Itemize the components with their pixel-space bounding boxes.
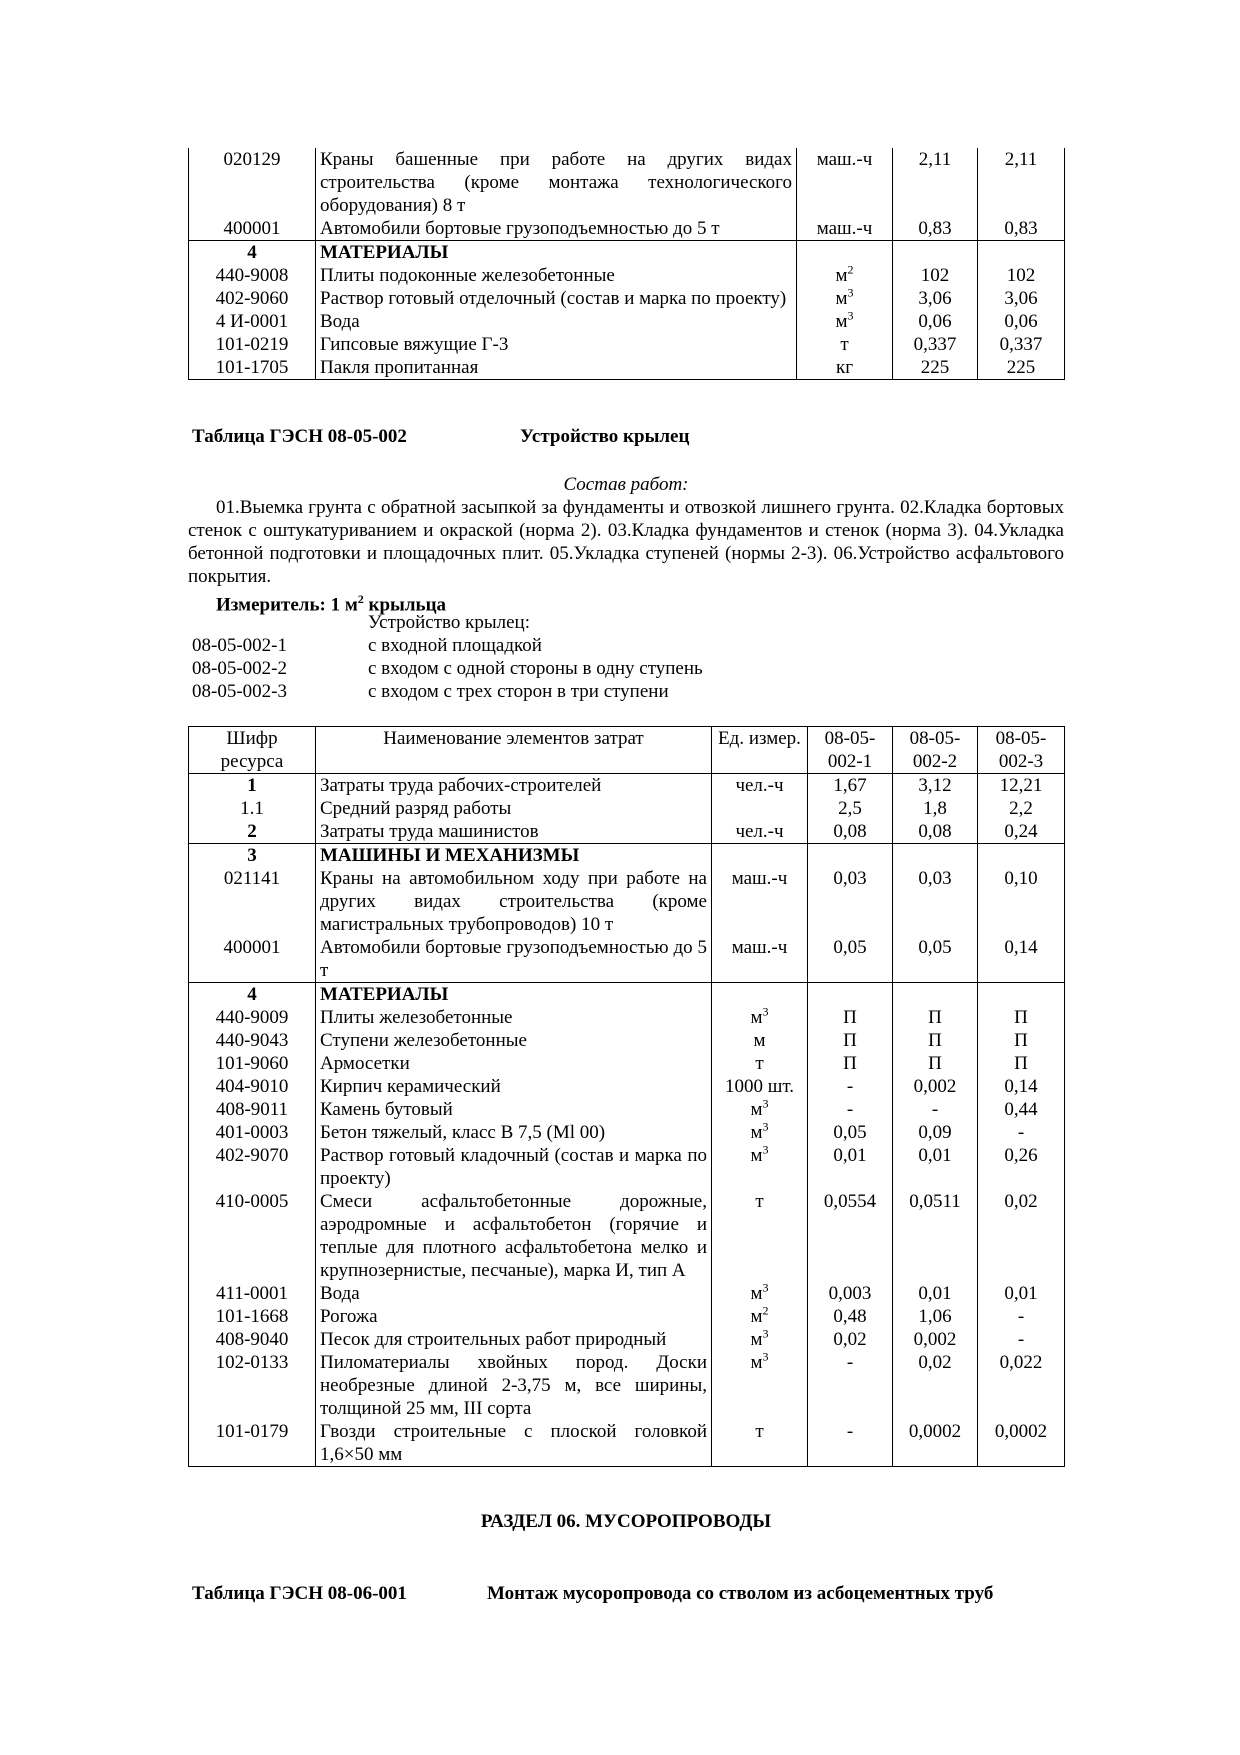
- work-composition-heading: Состав работ:: [563, 474, 689, 495]
- unit-exponent: 3: [847, 285, 854, 300]
- value-cell-2: 0,01: [893, 1144, 978, 1190]
- value-cell-1: 2,11: [893, 148, 978, 217]
- code-cell: 400001: [189, 217, 316, 241]
- value-cell-2: 3,12: [893, 774, 978, 798]
- value-cell-1: 0,05: [808, 936, 893, 983]
- unit-cell: маш.-ч: [712, 936, 808, 983]
- header-name: Наименование элементов затрат: [316, 727, 712, 774]
- unit-cell: [712, 1351, 808, 1420]
- name-cell: Камень бутовый: [316, 1098, 712, 1121]
- unit-base: м: [835, 311, 848, 332]
- name-cell: Автомобили бортовые грузоподъемностью до 5 т: [316, 936, 712, 983]
- unit-exponent: 3: [847, 308, 854, 323]
- value-cell-2: П: [893, 1006, 978, 1029]
- code-cell: 440-9009: [189, 1006, 316, 1029]
- code-cell: 101-0179: [189, 1420, 316, 1467]
- value-cell-1: 0,08: [808, 820, 893, 844]
- measure-sup: 2: [357, 592, 364, 606]
- name-cell: Автомобили бортовые грузоподъемностью до 5 т: [316, 217, 797, 241]
- code-cell: 101-0219: [189, 333, 316, 356]
- unit-cell: [712, 1190, 808, 1282]
- unit-base: м: [750, 1329, 763, 1350]
- materials-group: [189, 983, 1065, 1467]
- name-cell: МАТЕРИАЛЫ: [316, 241, 797, 265]
- unit-base: т: [840, 334, 849, 355]
- name-cell: Ступени железобетонные: [316, 1029, 712, 1052]
- value-cell-1: [808, 844, 893, 868]
- value-cell-3: 0,10: [978, 867, 1065, 936]
- name-cell: Гвозди строительные с плоской головкой 1,6×50 мм: [316, 1420, 712, 1467]
- value-cell-3: [978, 844, 1065, 868]
- variants-list: [188, 634, 1064, 703]
- unit-cell: [712, 1006, 808, 1029]
- value-cell-2: 102: [978, 264, 1065, 287]
- code-cell: 400001: [189, 936, 316, 983]
- top-machines-group: [189, 148, 1065, 241]
- name-cell: Вода: [316, 310, 797, 333]
- value-cell-2: [893, 983, 978, 1007]
- variants-heading: Устройство крылец:: [368, 612, 530, 633]
- variant-text: с входом с трех сторон в три ступени: [368, 681, 669, 702]
- value-cell-2: 0,002: [893, 1075, 978, 1098]
- unit-base: т: [755, 1053, 764, 1074]
- unit-cell: маш.-ч: [712, 867, 808, 936]
- table-row: [189, 1190, 1065, 1282]
- unit-cell: [712, 1282, 808, 1305]
- unit-base: м: [750, 1007, 763, 1028]
- table-row: [189, 983, 1065, 1007]
- value-cell-2: 0,002: [893, 1328, 978, 1351]
- value-cell-3: 0,02: [978, 1190, 1065, 1282]
- code-cell: 402-9060: [189, 287, 316, 310]
- header-col-3: 08-05-002-3: [978, 727, 1065, 774]
- name-cell: МАТЕРИАЛЫ: [316, 983, 712, 1007]
- code-cell: 021141: [189, 867, 316, 936]
- header-code: Шифр ресурса: [189, 727, 316, 774]
- value-cell-3: -: [978, 1121, 1065, 1144]
- table-row: [189, 333, 1065, 356]
- value-cell-2: 0,02: [893, 1351, 978, 1420]
- value-cell-2: 225: [978, 356, 1065, 380]
- table-row: [189, 820, 1065, 844]
- table-row: [189, 1029, 1065, 1052]
- value-cell-3: П: [978, 1006, 1065, 1029]
- value-cell-2: 2,11: [978, 148, 1065, 217]
- value-cell-1: 225: [893, 356, 978, 380]
- table-row: [189, 1305, 1065, 1328]
- table-row: [189, 1282, 1065, 1305]
- table-row: [189, 844, 1065, 868]
- unit-cell: [712, 1052, 808, 1075]
- value-cell-2: 1,8: [893, 797, 978, 820]
- code-cell: 3: [189, 844, 316, 868]
- unit-cell: [712, 844, 808, 868]
- code-cell: 408-9011: [189, 1098, 316, 1121]
- value-cell-2: 0,05: [893, 936, 978, 983]
- value-cell-3: 0,0002: [978, 1420, 1065, 1467]
- variant-code: 08-05-002-3: [192, 681, 287, 702]
- table-row: [189, 867, 1065, 936]
- unit-cell: [712, 1328, 808, 1351]
- value-cell-3: 0,022: [978, 1351, 1065, 1420]
- value-cell-3: П: [978, 1052, 1065, 1075]
- name-cell: Рогожа: [316, 1305, 712, 1328]
- next-table-title: Монтаж мусоропровода со стволом из асбоцементных труб: [487, 1583, 994, 1604]
- value-cell-2: 0,09: [893, 1121, 978, 1144]
- value-cell-2: 3,06: [978, 287, 1065, 310]
- value-cell-1: 1,67: [808, 774, 893, 798]
- unit-exponent: 2: [847, 262, 854, 277]
- table-row: [189, 241, 1065, 265]
- value-cell-1: 0,337: [893, 333, 978, 356]
- next-table-label: Таблица ГЭСН 08-06-001: [192, 1583, 407, 1604]
- table-row: [189, 1006, 1065, 1029]
- unit-cell: маш.-ч: [797, 217, 893, 241]
- unit-cell: [797, 333, 893, 356]
- name-cell: Раствор готовый отделочный (состав и марка по проекту): [316, 287, 797, 310]
- code-cell: 402-9070: [189, 1144, 316, 1190]
- unit-exponent: 3: [762, 1326, 769, 1341]
- header-col-1: 08-05-002-1: [808, 727, 893, 774]
- value-cell-1: -: [808, 1420, 893, 1467]
- table-row: [189, 797, 1065, 820]
- name-cell: Армосетки: [316, 1052, 712, 1075]
- name-cell: Краны башенные при работе на других видах строительства (кроме монтажа технологического оборудования) 8 т: [316, 148, 797, 217]
- unit-cell: [712, 983, 808, 1007]
- unit-exponent: 3: [762, 1349, 769, 1364]
- value-cell-1: 0,02: [808, 1328, 893, 1351]
- value-cell-2: 0,0002: [893, 1420, 978, 1467]
- variant-row: [188, 657, 1064, 680]
- table-row: [189, 356, 1065, 380]
- machines-group: [189, 844, 1065, 983]
- unit-base: т: [755, 1191, 764, 1212]
- value-cell-1: П: [808, 1006, 893, 1029]
- value-cell-3: 0,24: [978, 820, 1065, 844]
- table-row: [189, 936, 1065, 983]
- code-cell: 410-0005: [189, 1190, 316, 1282]
- value-cell-3: П: [978, 1029, 1065, 1052]
- value-cell-2: 0,01: [893, 1282, 978, 1305]
- variant-row: [188, 634, 1064, 657]
- value-cell-1: -: [808, 1351, 893, 1420]
- unit-base: м: [835, 265, 848, 286]
- code-cell: 2: [189, 820, 316, 844]
- value-cell-1: П: [808, 1029, 893, 1052]
- value-cell-3: 0,14: [978, 936, 1065, 983]
- unit-exponent: 3: [762, 1096, 769, 1111]
- name-cell: Песок для строительных работ природный: [316, 1328, 712, 1351]
- name-cell: Затраты труда машинистов: [316, 820, 712, 844]
- code-cell: 101-1705: [189, 356, 316, 380]
- variant-code: 08-05-002-2: [192, 658, 287, 679]
- table-row: [189, 774, 1065, 798]
- unit-exponent: 3: [762, 1142, 769, 1157]
- value-cell-2: [893, 844, 978, 868]
- table-label: Таблица ГЭСН 08-05-002: [192, 426, 407, 447]
- unit-cell: [797, 356, 893, 380]
- value-cell-3: 0,14: [978, 1075, 1065, 1098]
- value-cell-1: 0,0554: [808, 1190, 893, 1282]
- unit-cell: [712, 1420, 808, 1467]
- name-cell: Гипсовые вяжущие Г-3: [316, 333, 797, 356]
- value-cell-2: 0,83: [978, 217, 1065, 241]
- value-cell-2: [978, 241, 1065, 265]
- table-row: [189, 287, 1065, 310]
- value-cell-1: 102: [893, 264, 978, 287]
- value-cell-1: [893, 241, 978, 265]
- value-cell-2: -: [893, 1098, 978, 1121]
- unit-cell: [712, 797, 808, 820]
- value-cell-2: 0,08: [893, 820, 978, 844]
- unit-base: м: [750, 1352, 763, 1373]
- unit-cell: чел.-ч: [712, 820, 808, 844]
- table-header-row: [189, 727, 1065, 774]
- value-cell-1: 0,03: [808, 867, 893, 936]
- value-cell-2: 1,06: [893, 1305, 978, 1328]
- name-cell: Плиты железобетонные: [316, 1006, 712, 1029]
- header-col-2: 08-05-002-2: [893, 727, 978, 774]
- value-cell-3: 0,44: [978, 1098, 1065, 1121]
- unit-cell: [712, 1029, 808, 1052]
- value-cell-1: -: [808, 1075, 893, 1098]
- name-cell: Раствор готовый кладочный (состав и марка по проекту): [316, 1144, 712, 1190]
- code-cell: 408-9040: [189, 1328, 316, 1351]
- unit-cell: [712, 1075, 808, 1098]
- unit-exponent: 3: [762, 1119, 769, 1134]
- unit-cell: [797, 264, 893, 287]
- value-cell-1: -: [808, 1098, 893, 1121]
- measure-prefix: Измеритель: 1 м: [216, 594, 358, 616]
- value-cell-1: 0,48: [808, 1305, 893, 1328]
- unit-cell: [797, 287, 893, 310]
- value-cell-2: П: [893, 1052, 978, 1075]
- unit-base: м: [753, 1030, 766, 1051]
- unit-base: т: [755, 1421, 764, 1442]
- value-cell-1: 0,01: [808, 1144, 893, 1190]
- value-cell-2: 0,0511: [893, 1190, 978, 1282]
- unit-base: 1000 шт.: [724, 1076, 794, 1097]
- code-cell: 411-0001: [189, 1282, 316, 1305]
- value-cell-1: 2,5: [808, 797, 893, 820]
- unit-cell: [712, 1144, 808, 1190]
- code-cell: 1.1: [189, 797, 316, 820]
- unit-base: м: [750, 1145, 763, 1166]
- value-cell-1: 0,003: [808, 1282, 893, 1305]
- value-cell-2: 0,06: [978, 310, 1065, 333]
- value-cell-3: 2,2: [978, 797, 1065, 820]
- value-cell-1: П: [808, 1052, 893, 1075]
- unit-cell: маш.-ч: [797, 148, 893, 217]
- code-cell: 020129: [189, 148, 316, 217]
- unit-exponent: 2: [762, 1303, 769, 1318]
- value-cell-3: 12,21: [978, 774, 1065, 798]
- table-row: [189, 1121, 1065, 1144]
- name-cell: Плиты подоконные железобетонные: [316, 264, 797, 287]
- unit-base: м: [750, 1099, 763, 1120]
- table-row: [189, 1351, 1065, 1420]
- table-row: [189, 1052, 1065, 1075]
- main-resource-table: [188, 726, 1065, 1467]
- unit-base: кг: [835, 357, 854, 378]
- name-cell: Пиломатериалы хвойных пород. Доски необрезные длиной 2-3,75 м, все ширины, толщиной 25 мм, III сорта: [316, 1351, 712, 1420]
- value-cell-1: [808, 983, 893, 1007]
- unit-exponent: 3: [762, 1280, 769, 1295]
- value-cell-3: [978, 983, 1065, 1007]
- table-row: [189, 1328, 1065, 1351]
- unit-base: м: [750, 1306, 763, 1327]
- unit-base: м: [835, 288, 848, 309]
- variant-text: с входом с одной стороны в одну ступень: [368, 658, 703, 679]
- top-resource-table: [188, 148, 1065, 380]
- code-cell: 4: [189, 241, 316, 265]
- code-cell: 440-9043: [189, 1029, 316, 1052]
- name-cell: Вода: [316, 1282, 712, 1305]
- unit-cell: [797, 310, 893, 333]
- value-cell-1: 0,83: [893, 217, 978, 241]
- variant-row: [188, 680, 1064, 703]
- code-cell: 440-9008: [189, 264, 316, 287]
- code-cell: 4 И-0001: [189, 310, 316, 333]
- section-heading: РАЗДЕЛ 06. МУСОРОПРОВОДЫ: [480, 1511, 772, 1532]
- table-row: [189, 1075, 1065, 1098]
- table-title: Устройство крылец: [520, 426, 690, 447]
- name-cell: МАШИНЫ И МЕХАНИЗМЫ: [316, 844, 712, 868]
- value-cell-2: 0,337: [978, 333, 1065, 356]
- value-cell-3: 0,26: [978, 1144, 1065, 1190]
- header-unit: Ед. измер.: [712, 727, 808, 774]
- value-cell-3: -: [978, 1305, 1065, 1328]
- code-cell: 101-9060: [189, 1052, 316, 1075]
- table-row: [189, 1098, 1065, 1121]
- unit-base: м: [750, 1283, 763, 1304]
- name-cell: Средний разряд работы: [316, 797, 712, 820]
- top-materials-group: [189, 241, 1065, 380]
- table-row: [189, 1420, 1065, 1467]
- unit-cell: [712, 1305, 808, 1328]
- name-cell: Пакля пропитанная: [316, 356, 797, 380]
- value-cell-2: 0,03: [893, 867, 978, 936]
- unit-base: м: [750, 1122, 763, 1143]
- value-cell-3: 0,01: [978, 1282, 1065, 1305]
- value-cell-1: 0,05: [808, 1121, 893, 1144]
- name-cell: Смеси асфальтобетонные дорожные, аэродромные и асфальтобетон (горячие и теплые для плотного асфальтобетона мелко и крупнозернистые, песчаные), марка И, тип А: [316, 1190, 712, 1282]
- value-cell-1: 0,06: [893, 310, 978, 333]
- value-cell-1: 3,06: [893, 287, 978, 310]
- name-cell: Бетон тяжелый, класс В 7,5 (Ml 00): [316, 1121, 712, 1144]
- table-row: [189, 217, 1065, 241]
- code-cell: 101-1668: [189, 1305, 316, 1328]
- variant-code: 08-05-002-1: [192, 635, 287, 656]
- table-row: [189, 148, 1065, 217]
- work-composition-text: 01.Выемка грунта с обратной засыпкой за фундаменты и отвозкой лишнего грунта. 02.Кладка бортовых стенок с оштукатуриванием и окраской (норма 2). 03.Кладка фундаментов и стенок (норма 3). 04.Укладка бетонной подготовки и площадочных плит. 05.Укладка ступеней (нормы 2-3). 06.Устройство асфальтового покрытия.: [188, 497, 1064, 587]
- table-row: [189, 264, 1065, 287]
- unit-cell: [712, 1121, 808, 1144]
- code-cell: 1: [189, 774, 316, 798]
- code-cell: 102-0133: [189, 1351, 316, 1420]
- unit-cell: [712, 1098, 808, 1121]
- code-cell: 401-0003: [189, 1121, 316, 1144]
- unit-cell: чел.-ч: [712, 774, 808, 798]
- code-cell: 4: [189, 983, 316, 1007]
- measure-suffix: крыльца: [363, 594, 447, 616]
- name-cell: Затраты труда рабочих-строителей: [316, 774, 712, 798]
- variant-text: с входной площадкой: [368, 635, 542, 656]
- unit-cell: [797, 241, 893, 265]
- unit-exponent: 3: [762, 1004, 769, 1019]
- table-row: [189, 310, 1065, 333]
- code-cell: 404-9010: [189, 1075, 316, 1098]
- name-cell: Краны на автомобильном ходу при работе на других видах строительства (кроме магистральных трубопроводов) 10 т: [316, 867, 712, 936]
- value-cell-2: П: [893, 1029, 978, 1052]
- value-cell-3: -: [978, 1328, 1065, 1351]
- table-row: [189, 1144, 1065, 1190]
- name-cell: Кирпич керамический: [316, 1075, 712, 1098]
- labor-group: [189, 774, 1065, 844]
